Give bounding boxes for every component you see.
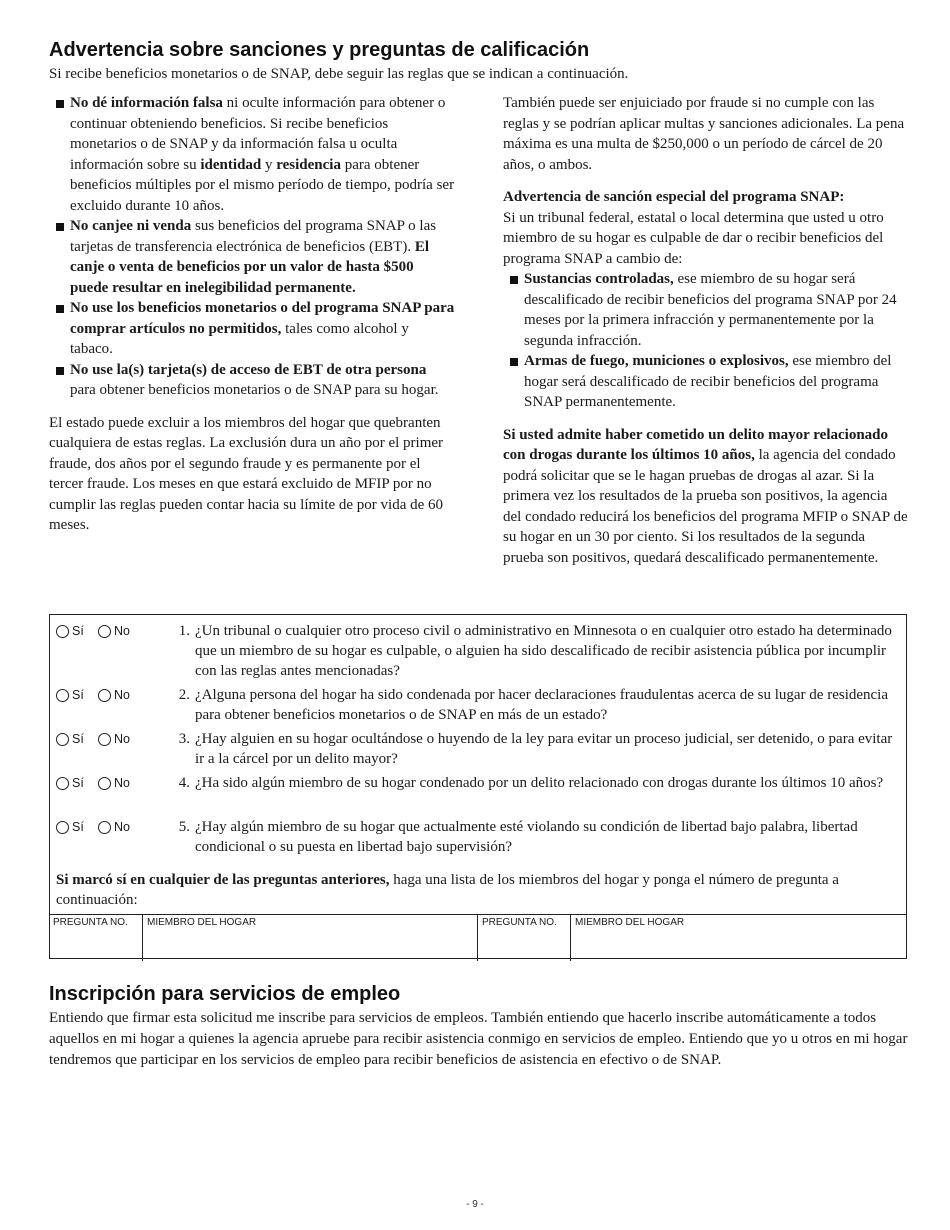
exclusion-paragraph: El estado puede excluir a los miembros del hogar que quebranten cualquiera de estas reglas. La exclusión dura un año por el primer fraude, dos años por el segundo fraude y es permanente por el tercer fraude. Los meses en que estará excluido de MFIP por no cumplir las reglas pueden contar hacia su límite de por vida de 60 meses. <box>49 414 444 533</box>
yes-radio[interactable]: Sí <box>56 732 84 746</box>
two-columns <box>49 93 909 568</box>
square-bullet-icon <box>56 100 64 108</box>
rule-item: No use la(s) tarjeta(s) de acceso de EBT de otra persona para obtener beneficios monetarios o de SNAP para su hogar. <box>49 360 455 401</box>
square-bullet-icon <box>56 367 64 375</box>
no-radio[interactable]: No <box>98 820 130 834</box>
section-intro: Si recibe beneficios monetarios o de SNAP, debe seguir las reglas que se indican a continuación. <box>49 66 629 82</box>
question-no-field[interactable]: PREGUNTA NO. <box>49 915 143 961</box>
question-number: 2. <box>178 687 190 703</box>
no-radio[interactable]: No <box>98 688 130 702</box>
special-warning: Advertencia de sanción especial del programa SNAP: Si un tribunal federal, estatal o local determina que usted u otro miembro de su hogar es culpable de dar o recibir beneficios del programa SNAP a cambio de: <box>503 189 884 267</box>
question-text: ¿Hay algún miembro de su hogar que actualmente esté violando su condición de libertad bajo palabra, libertad condicional o su puesta en libertad bajo supervisión? <box>195 819 858 855</box>
sanction-item: Sustancias controladas, ese miembro de su hogar será descalificado de recibir beneficios del programa SNAP por 24 meses por la primera infracción y permanentemente por la segunda infracción. <box>503 269 909 351</box>
question-number: 1. <box>178 623 190 639</box>
square-bullet-icon <box>510 358 518 366</box>
yes-radio[interactable]: Sí <box>56 624 84 638</box>
question-number: 3. <box>178 731 190 747</box>
question-text: ¿Ha sido algún miembro de su hogar condenado por un delito relacionado con drogas durante los últimos 10 años? <box>195 775 884 791</box>
section-title: Inscripción para servicios de empleo <box>49 983 401 1005</box>
no-radio[interactable]: No <box>98 624 130 638</box>
rules-list <box>49 93 455 401</box>
sanctions-section <box>49 36 909 568</box>
question-text: ¿Un tribunal o cualquier otro proceso civil o administrativo en Minnesota o en cualquier otro estado ha determinado que un miembro de su hogar es culpable, o alguien ha sido descalificado de recibir asistencia pública por incumplir con las reglas antes mencionadas? <box>195 623 892 679</box>
question-text: ¿Hay alguien en su hogar ocultándose o huyendo de la ley para evitar un proceso judicial, ser detenido, o para evitar ir a la cárcel por un delito mayor? <box>195 731 893 767</box>
page-number: - 9 - <box>466 1199 484 1210</box>
square-bullet-icon <box>56 223 64 231</box>
yes-radio[interactable]: Sí <box>56 688 84 702</box>
yes-radio[interactable]: Sí <box>56 776 84 790</box>
no-radio[interactable]: No <box>98 776 130 790</box>
household-member-field[interactable]: MIEMBRO DEL HOGAR <box>143 915 478 961</box>
if-yes-instructions: Si marcó sí en cualquier de las preguntas anteriores, haga una lista de los miembros del hogar y ponga el número de pregunta a continuación: <box>56 872 839 908</box>
left-column <box>49 93 455 568</box>
sanction-item: Armas de fuego, municiones o explosivos, ese miembro del hogar será descalificado de recibir beneficios del programa SNAP permanentemente. <box>503 351 909 413</box>
square-bullet-icon <box>56 305 64 313</box>
rule-item: No dé información falsa ni oculte información para obtener o continuar obteniendo beneficios. Si recibe beneficios monetarios o de SNAP y da información falsa u oculta información sobre su identidad y residencia para obtener beneficios múltiples por el mismo período de tiempo, podría ser excluido durante 10 años. <box>49 93 455 216</box>
member-grid <box>49 914 907 961</box>
employment-text: Entiendo que firmar esta solicitud me inscribe para servicios de empleos. También entiendo que hacerlo inscribe automáticamente a todos aquellos en mi hogar a quienes la agencia apruebe para recibir asistencia conmigo en servicios de empleo. Entiendo que yo u otros en mi hogar tendremos que participar en los servicios de empleo para recibir beneficios de asistencia en efectivo o de SNAP. <box>49 1010 908 1068</box>
qualification-questions <box>49 614 907 959</box>
question-number: 5. <box>178 819 190 835</box>
no-radio[interactable]: No <box>98 732 130 746</box>
snap-sanction-list <box>503 269 909 413</box>
right-column <box>503 93 909 568</box>
employment-section <box>49 980 909 1071</box>
rule-item: No use los beneficios monetarios o del programa SNAP para comprar artículos no permitidos, tales como alcohol y tabaco. <box>49 298 455 360</box>
question-no-field[interactable]: PREGUNTA NO. <box>478 915 571 961</box>
drug-paragraph: Si usted admite haber cometido un delito mayor relacionado con drogas durante los últimos 10 años, la agencia del condado podrá solicitar que se le hagan pruebas de drogas al azar. Si la primera vez los resultados de la prueba son positivos, la agencia del condado reducirá los beneficios del programa MFIP o SNAP de su hogar en un 30 por ciento. Si los resultados de la segunda prueba son positivos, quedará descalificado permanentemente. <box>503 426 908 566</box>
rule-item: No canjee ni venda sus beneficios del programa SNAP o las tarjetas de transferencia electrónica de beneficios (EBT). El canje o venta de beneficios por un valor de hasta $500 puede resultar en inelegibilidad permanente. <box>49 216 455 298</box>
square-bullet-icon <box>510 276 518 284</box>
fraud-paragraph: También puede ser enjuiciado por fraude si no cumple con las reglas y se podrían aplicar multas y sanciones adicionales. La pena máxima es una multa de $250,000 o un período de cárcel de 20 años, o ambos. <box>503 95 905 173</box>
section-title: Advertencia sobre sanciones y preguntas de calificación <box>49 39 590 61</box>
question-number: 4. <box>178 775 190 791</box>
yes-radio[interactable]: Sí <box>56 820 84 834</box>
household-member-field[interactable]: MIEMBRO DEL HOGAR <box>575 917 685 928</box>
question-text: ¿Alguna persona del hogar ha sido condenada por hacer declaraciones fraudulentas acerca de su lugar de residencia para obtener beneficios monetarios o de SNAP en más de un estado? <box>195 687 889 723</box>
